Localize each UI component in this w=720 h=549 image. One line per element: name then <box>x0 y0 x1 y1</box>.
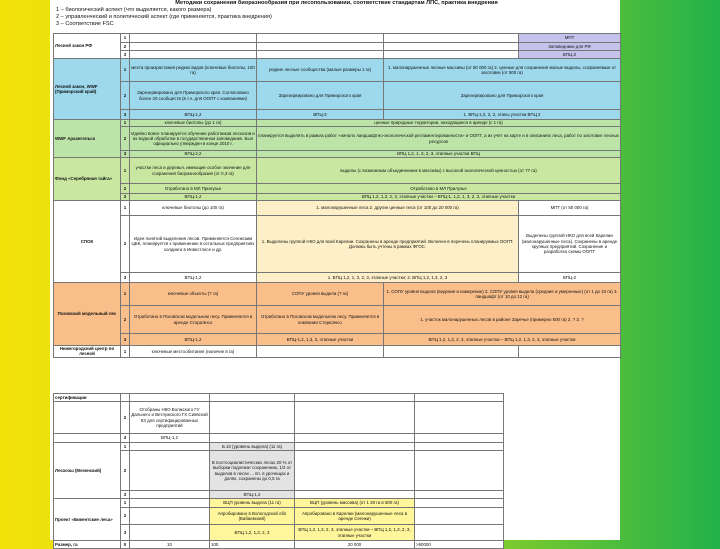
lower-table: сертификации 2 Отобраны НКО Волжского ГУ Дальнего и Ветлужского ГХ Сиявской КЗ для сертифицированных предприятий 3 ВПЦ-1,2 Лесхозы (Мезенский) 1 Б.10 (уровень выдела) (11 га) 2 В постсоциалистических лесах 20 % от выборки подлежат сохранению, 1/2 от выделов в лесах ... пп. в урочищах и долях, сохранены до 0,5 га 3 ВПЦ-1,2 Проект «Бикентские леса» 1 ВЦП уровень выдела (11 га) ВЦП (уровень массива) (от 1 30 га в 500 га) 2 Апробировано в Вологодской обл (Бабаевский) Апробировано в Карелии (малонарушенные леса в аренде Сегежи) 3 ВПЦ 1,2, 1,3, 2, 3 ВПЦ 1,2, 1,3, 2, 3, этапные участки – ВПЦ 1,2, 1,3, 2, 3, этапные участки Размер, га 0 10 100 20 000 >50000 <box>53 393 504 549</box>
size-100: 100 <box>210 541 295 549</box>
spok-r2-c1: Идея понятий выделения лесов. Применяется Сегежским ЦБК, планируется к применению в остальных предприятиях холдинга в Инвестлесе и др. <box>130 216 257 273</box>
eco-r1-c2: редкие лесные сообщества (малые размеры 1 га) <box>257 59 384 82</box>
wwf-r2-c1: Идейно вовсе планируется обучение работников лесхозов и их водной обработки в государственном заповеднике. Был официально утвержден в конце 2010 г. <box>130 127 257 151</box>
project-label: Проект «Бикентские леса» <box>54 499 121 541</box>
spok-r3-c3: ВПЦ-2 <box>519 273 621 283</box>
section-pskov: Псковский модельный лес <box>54 283 121 346</box>
section-silver-taiga: Фонд «Серебряная тайга» <box>54 158 121 201</box>
project-r1-c1: ВЦП уровень выдела (11 га) <box>210 499 295 508</box>
size-label: Размер, га <box>54 541 121 549</box>
eco-r1-c3: 1. малонарушенные лесные массивы (от 50 000 га) 2. ценные для сохранения малые выделы, сохраняемые от заготовки (от 500 га) <box>384 59 621 82</box>
size-10: 10 <box>130 541 210 549</box>
nizh-r1-c1: ключевые местообитания (наличие в га) <box>130 346 257 358</box>
wwf-r3-c1: ВПЦ-2,2 <box>130 151 257 158</box>
wwf-r3-c2: ВПЦ 1,2, 1, 3, 2, 3, этапные участки ВПЦ <box>257 151 621 158</box>
section-wwf-arkh: WWF Архангельск <box>54 120 121 158</box>
spok-r3-c2: 1. ВПЦ 1,2, 1, 3, 2, 3, этапные участки; 2. ВПЦ 1,2, 1,3, 2, 3 <box>257 273 519 283</box>
section-spok: СПОК <box>54 201 121 283</box>
fund-r2-c1: Отработано в МЛ Прилузье <box>130 184 257 194</box>
fund-r1-c2: выделы (с возможным объединением в массивы) с высокой экологической ценностью (от 77 га) <box>257 158 621 184</box>
methods-table: Лесной закон РФ 1 МПТ 2 Заповедники для РФ 3 ВПЦ-2 Лесной закон, WWF (Приморский край) 1 места произрастания редких видов (ключевые биотопы, 100 га) редкие лесные сообщества (малые размеры 1 га) 1. малонарушенные лесные массивы (от 50 000 га) 2. ценные для сохранения малые выделы, сохраняемые от заготовки (от 500 га) 2 Зарезервировано для Приморского края. Согласовано более 20 сообществ (в т.ч. для ООПТ с компаниями) Зарезервировано для Приморского края Зарезервировано для Приморского края 3 ВПЦ-1,2 ВПЦ-3 1. ВПЦ-1,2, 3, 2, этапы участки ВПЦ 2 WWF Архангельск 1 ключевые биотопы (до 1 га) ценные природные территории, находящиеся в аренде (с 1 га) 2 Идейно вовсе планируется обучение работников лесхозов и их водной обработки в государственном заповеднике. Был официально утвержден в конце 2010 г. планируется выделять в рамках работ «начало ландшафтно-экологической регламентированности» и ООПТ, а их учёт на карте и в описаниях леса, работ по заготовке лесных ресурсов 3 ВПЦ-2,2 ВПЦ 1,2, 1, 3, 2, 3, этапные участки ВПЦ Фонд «Серебряная тайга» 1 участки леса и деревья, имеющие особое значение для сохранения биоразнообразия (от 0,3 га) выделы (с возможным объединением в массивы) с высокой экологической ценностью (от 77 га) 2 Отработано в МЛ Прилузье Отработано в МЛ Прилузье 3 ВПЦ-1,2 ВПЦ 1,2, 1,3, 2, 3, этапные участки – ВПЦ-1, 1,2, 1, 3, 2, 3, этапные участки СПОК 1 ключевые биотопы (до 100 га) 1. малонарушенные леса 2. другие ценные леса (от 100 до 20 000 га) МПТ (от 50 000 га) 2 Идея понятий выделения лесов. Применяется Сегежским ЦБК, планируется к применению в остальных предприятиях холдинга в Инвестлесе и др. 1. Выделены группой НКО для всей Карелии. Сохранены в аренде предприятий. Включен в перечень планируемых ООПТ. Должны быть учтены в рамках ФГОС. Выделены группой НКО для всей Карелии (малонарушенные леса). Сохранены в аренде крупных предприятий. Сохранение и разработка схемы ООПТ 3 ВПЦ-1,2 1. ВПЦ 1,2, 1, 3, 2, 3, этапные участки; 2. ВПЦ 1,2, 1,3, 2, 3 ВПЦ-2 Псковский модельный лес 1 ключевые объекты (? га) СОПУ уровня выдела (? га) 1. СОПУ уровня выдела (ведение и измерение) 2. СОПУ уровня выдела (средние и умеренные) (от 1 до 10 га) 3. ландшафт (от 10 до 12 га) 2 Отработано в Псковском модельном лесу. Применяется в аренде СтораЭнсо Отработано в Псковском модельном лесу. Применяется в компании СтораЭнсо 1. участок малонарушенных лесов в районе Заречье (примерно 500 га) 2. ? 3. ? 3 ВПЦ-1,2 ВПЦ-1,2, 1,3, 3, этапные участки ВПЦ 1,2, 1,3, 2, 3, этапные участки – ВПЦ 1,2, 1,3, 2, 3, этапные участки Нижегородский центр по лесной 1 ключевые местообитания (наличие в га) <box>55 35 619 357</box>
project-r2-c1: Апробировано в Вологодской обл (Бабаевский) <box>210 508 295 525</box>
pskov-r1-c3: 1. СОПУ уровня выдела (ведение и измерение) 2. СОПУ уровня выдела (средние и умеренные) (от 1 до 10 га) 3. ландшафт (от 10 до 12 га) <box>384 283 621 306</box>
wwf-r2-c2: планируется выделять в рамках работ «начало ландшафтно-экологической регламентированности» и ООПТ, а их учёт на карте и в описаниях леса, работ по заготовке лесных ресурсов <box>257 127 621 151</box>
project-r3-c2: ВПЦ 1,2, 1,3, 2, 3, этапные участки – ВПЦ 1,2, 1,3, 2, 3, этапные участки <box>295 525 415 541</box>
size-20000: 20 000 <box>295 541 415 549</box>
spok-r2-c2: 1. Выделены группой НКО для всей Карелии. Сохранены в аренде предприятий. Включен в перечень планируемых ООПТ. Должны быть учтены в рамках ФГОС. <box>257 216 519 273</box>
project-r1-c2: ВЦП (уровень массива) (от 1 30 га в 500 га) <box>295 499 415 508</box>
pskov-r1-c2: СОПУ уровня выдела (? га) <box>257 283 384 306</box>
legend-line-2: 2 – управленческий и политический аспект (где применяется, практика внедрения) <box>56 14 272 20</box>
pskov-r3-c1: ВПЦ-1,2 <box>130 334 257 346</box>
pskov-r2-c3: 1. участок малонарушенных лесов в районе Заречье (примерно 500 га) 2. ? 3. ? <box>384 306 621 334</box>
leshoz-r3: ВПЦ-1,2 <box>210 491 295 499</box>
spok-r1-c1: ключевые биотопы (до 100 га) <box>130 201 257 216</box>
eco-r3-c1: ВПЦ-1,2 <box>130 110 257 120</box>
slide-title: Методики сохранения биоразнообразия при лесопользовании, соответствие стандартам ЛПС, практика внедрения <box>175 0 498 6</box>
legend-line-3: 3 – Соответствие FSC <box>56 21 114 27</box>
slide-header <box>53 0 620 33</box>
cert-r3: ВПЦ-1,2 <box>130 434 210 443</box>
forest-r1-cell: МПТ <box>519 34 621 43</box>
pskov-r3-c3: ВПЦ 1,2, 1,3, 2, 3, этапные участки – ВПЦ 1,2, 1,3, 2, 3, этапные участки <box>384 334 621 346</box>
wwf-r1-c2: ценные природные территории, находящиеся в аренде (с 1 га) <box>257 120 621 127</box>
cert-label: сертификации <box>54 394 121 402</box>
spok-r3-c1: ВПЦ-1,2 <box>130 273 257 283</box>
leshoz-r1: Б.10 (уровень выдела) (11 га) <box>210 443 295 451</box>
spok-r1-c2: 1. малонарушенные леса 2. другие ценные леса (от 100 до 20 000 га) <box>257 201 519 216</box>
fund-r2-c2: Отработано в МЛ Прилузье <box>257 184 621 194</box>
eco-r3-c2: ВПЦ-3 <box>257 110 384 120</box>
spok-r1-c3: МПТ (от 50 000 га) <box>519 201 621 216</box>
pskov-r1-c1: ключевые объекты (? га) <box>130 283 257 306</box>
eco-r2-c3: Зарезервировано для Приморского края <box>384 82 621 110</box>
pskov-r3-c2: ВПЦ-1,2, 1,3, 3, этапные участки <box>257 334 384 346</box>
eco-r3-c3: 1. ВПЦ-1,2, 3, 2, этапы участки ВПЦ 2 <box>384 110 621 120</box>
leshoz-label: Лесхозы (Мезенский) <box>54 443 121 499</box>
forest-r3-cell: ВПЦ-2 <box>519 51 621 59</box>
pskov-r2-c2: Отработано в Псковском модельном лесу. Применяется в компании СтораЭнсо <box>257 306 384 334</box>
cert-r2: Отобраны НКО Волжского ГУ Дальнего и Ветлужского ГХ Сиявской КЗ для сертифицированных предприятий <box>130 402 210 434</box>
fund-r1-c1: участки леса и деревья, имеющие особое значение для сохранения биоразнообразия (от 0,3 га) <box>130 158 257 184</box>
eco-r2-c2: Зарезервировано для Приморского края <box>257 82 384 110</box>
size-50000: >50000 <box>415 541 504 549</box>
section-nizhny: Нижегородский центр по лесной <box>54 346 121 358</box>
project-r3-c1: ВПЦ 1,2, 1,3, 2, 3 <box>210 525 295 541</box>
wwf-r1-c1: ключевые биотопы (до 1 га) <box>130 120 257 127</box>
spok-r2-c3: Выделены группой НКО для всей Карелии (малонарушенные леса). Сохранены в аренде крупных предприятий. Сохранение и разработка схемы ООПТ <box>519 216 621 273</box>
legend-line-1: 1 – биологический аспект (что выделяется, какого размера) <box>56 7 212 13</box>
fund-r3-c2: ВПЦ 1,2, 1,3, 2, 3, этапные участки – ВПЦ-1, 1,2, 1, 3, 2, 3, этапные участки <box>257 194 621 201</box>
fund-r3-c1: ВПЦ-1,2 <box>130 194 257 201</box>
size-0: 0 <box>121 541 130 549</box>
eco-r2-c1: Зарезервировано для Приморского края. Согласовано более 20 сообществ (в т.ч. для ООПТ с компаниями) <box>130 82 257 110</box>
leshoz-r2: В постсоциалистических лесах 20 % от выборки подлежат сохранению, 1/2 от выделов в лесах ... пп. в урочищах и долях, сохранены до 0,5 га <box>210 451 295 491</box>
forest-r2-cell: Заповедники для РФ <box>519 43 621 51</box>
pskov-r2-c1: Отработано в Псковском модельном лесу. Применяется в аренде СтораЭнсо <box>130 306 257 334</box>
project-r2-c2: Апробировано в Карелии (малонарушенные леса в аренде Сегежи) <box>295 508 415 525</box>
eco-r1-c1: места произрастания редких видов (ключевые биотопы, 100 га) <box>130 59 257 82</box>
section-ecospacing: Лесной закон, WWF (Приморский край) <box>54 59 121 120</box>
section-forest-law: Лесной закон РФ <box>54 34 121 59</box>
